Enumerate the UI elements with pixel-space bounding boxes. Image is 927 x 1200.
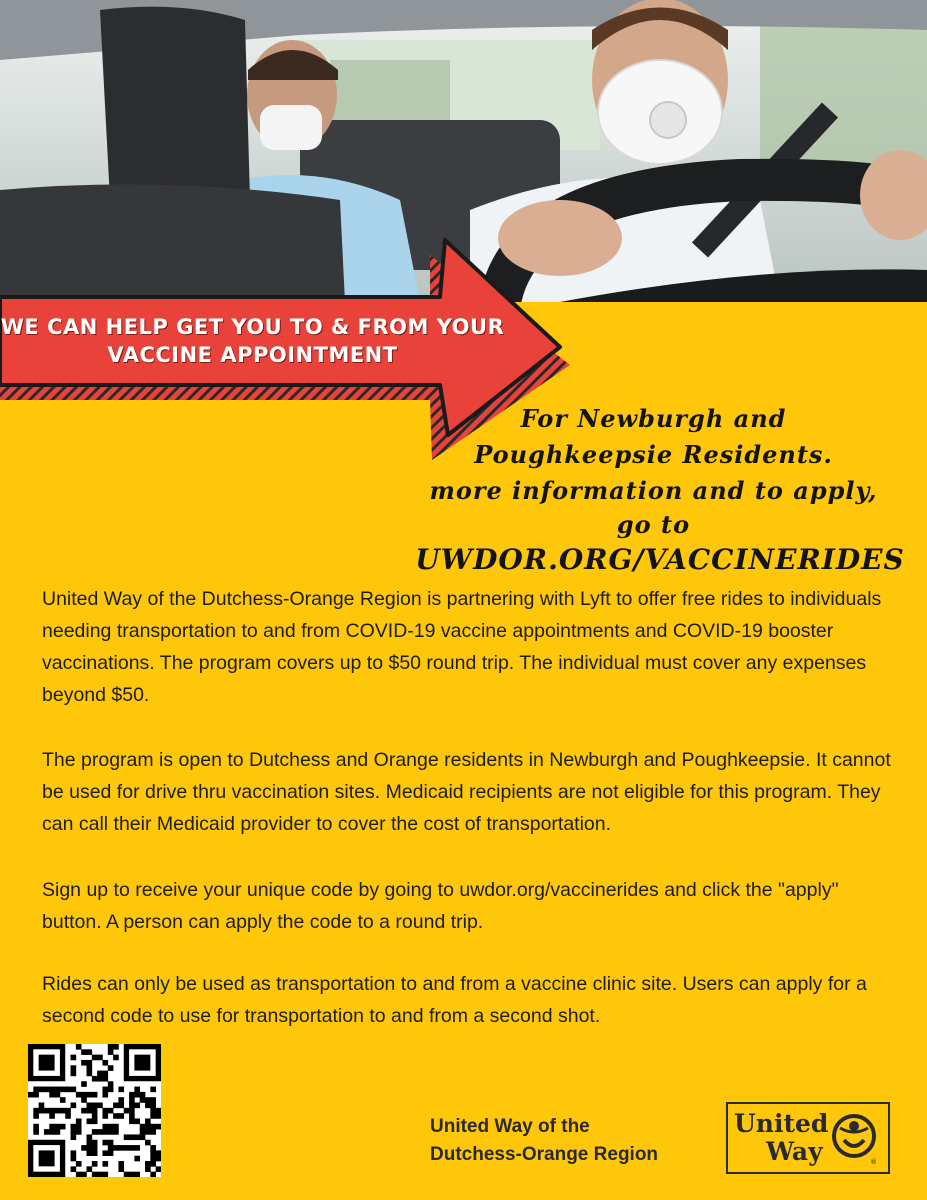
paragraph-second-shot: Rides can only be used as transportation to and from a vaccine clinic site. Users can apply for a second code to use for transportation to and from a second shot. — [42, 973, 867, 1027]
callout-url[interactable]: UWDOR.ORG/VACCINERIDES — [415, 543, 905, 576]
logo-word-way: Way — [766, 1137, 823, 1166]
logo-word-united: United — [734, 1109, 829, 1138]
org-name-line-2: Dutchess-Orange Region — [430, 1144, 659, 1165]
callout-line-4: go to — [616, 510, 691, 539]
banner-headline: WE CAN HELP GET YOU TO & FROM YOUR VACCINE APPOINTMENT — [0, 315, 505, 367]
paragraph-eligibility: The program is open to Dutchess and Orange residents in Newburgh and Poughkeepsie. It cannot be used for drive thru vaccination sites. Medicaid recipients are not eligible for this program. They can call their Medicaid provider to cover the cost of transportation. — [42, 749, 891, 835]
paragraph-signup: Sign up to receive your unique code by going to uwdor.org/vaccinerides and click the "apply" button. A person can apply the code to a round trip. — [42, 879, 839, 933]
qr-code-icon[interactable] — [28, 1044, 161, 1177]
callout-line-1: For Newburgh and — [520, 404, 787, 433]
callout-line-3: more information and to apply, — [429, 476, 878, 505]
united-way-logo — [726, 1102, 890, 1174]
org-name — [430, 1113, 720, 1169]
united-way-hand-icon — [830, 1110, 880, 1166]
org-name-line-1: United Way of the — [430, 1116, 590, 1137]
svg-text:®: ® — [870, 1158, 877, 1166]
paragraph-partnership: United Way of the Dutchess-Orange Region is partnering with Lyft to offer free rides to individuals needing transportation to and from COVID-19 vaccine appointments and COVID-19 booster vaccinations. The program covers up to $50 round trip. The individual must cover any expenses beyond $50. — [42, 588, 882, 706]
callout-line-2: Poughkeepsie Residents. — [474, 440, 833, 469]
